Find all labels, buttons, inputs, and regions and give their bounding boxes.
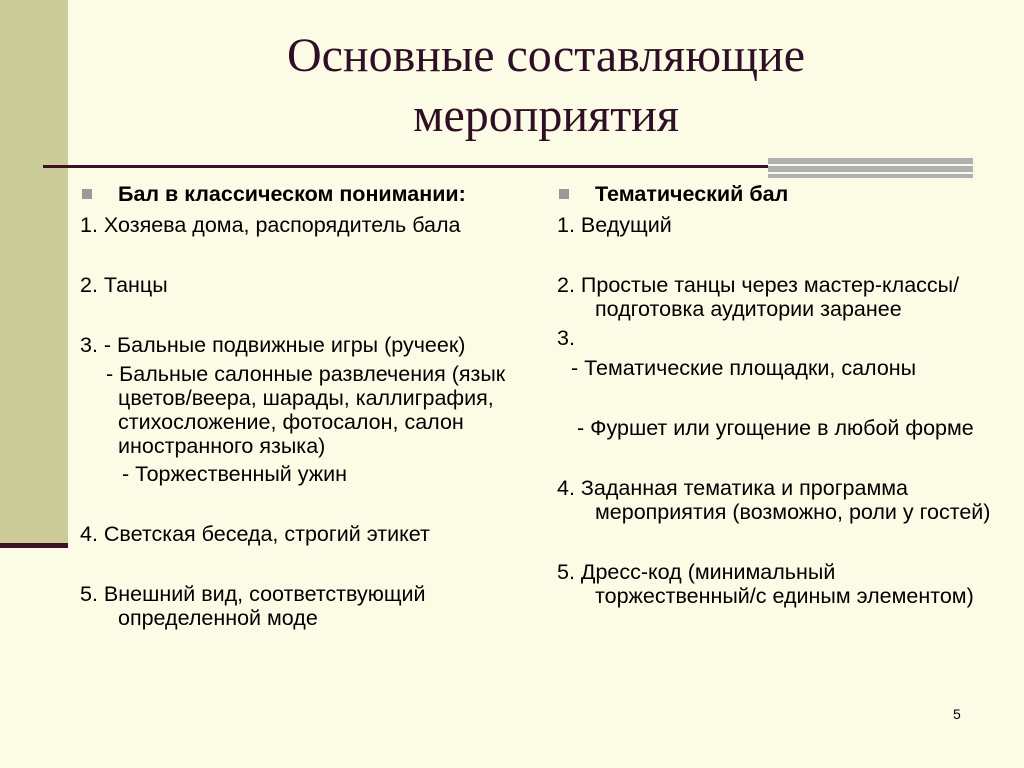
list-item	[557, 273, 997, 321]
list-item-text: 3. - Бальные подвижные игры (ручеек)	[80, 333, 466, 357]
list-item	[80, 333, 550, 357]
list-item-text: 1. Ведущий	[557, 213, 672, 237]
right-heading	[557, 182, 997, 208]
list-item-text: 4. Светская беседа, строгий этикет	[80, 522, 430, 546]
list-item	[80, 273, 550, 297]
title-divider-accent	[768, 158, 973, 178]
left-heading-text: Бал в классическом понимании:	[118, 182, 466, 206]
square-bullet-icon	[82, 189, 92, 199]
title-line-2: мероприятия	[413, 89, 679, 142]
list-item-text: 2. Танцы	[80, 273, 168, 297]
right-column	[557, 182, 997, 608]
list-item	[557, 356, 997, 380]
square-bullet-icon	[559, 189, 569, 199]
list-item	[80, 213, 550, 237]
slide-title	[68, 26, 1024, 146]
list-item	[557, 560, 997, 608]
list-item-text: 1. Хозяева дома, распорядитель бала	[80, 213, 461, 237]
list-item-text: 2. Простые танцы через мастер-классы/подготовка аудитории заранее	[557, 273, 960, 321]
list-item	[557, 416, 997, 440]
right-heading-text: Тематический бал	[595, 182, 789, 206]
list-item-text: - Торжественный ужин	[122, 462, 348, 486]
list-item-text: - Тематические площадки, салоны	[571, 356, 917, 380]
list-item	[80, 582, 550, 630]
list-item	[557, 213, 997, 237]
list-item	[557, 476, 997, 524]
list-item-text: - Фуршет или угощение в любой форме	[577, 416, 974, 440]
list-item-text: 5. Дресс-код (минимальный торжественный/с единым элементом)	[557, 560, 974, 608]
list-item	[80, 362, 550, 458]
list-item-text: 3.	[557, 326, 575, 350]
list-item-text: 5. Внешний вид, соответствующий определенной моде	[80, 582, 426, 630]
left-column	[80, 182, 550, 630]
side-band	[0, 0, 68, 543]
list-item	[80, 522, 550, 546]
list-item-text: 4. Заданная тематика и программа мероприятия (возможно, роли у гостей)	[557, 476, 991, 524]
left-heading	[80, 182, 550, 208]
title-line-1: Основные составляющие	[286, 29, 806, 82]
list-item	[80, 462, 550, 486]
slide-number: 5	[953, 706, 961, 722]
side-band-underline	[0, 543, 68, 548]
list-item-text: - Бальные салонные развлечения (язык цветов/веера, шарады, каллиграфия, стихосложение, фотосалон, салон иностранного языка)	[106, 362, 506, 458]
list-item	[557, 326, 997, 350]
